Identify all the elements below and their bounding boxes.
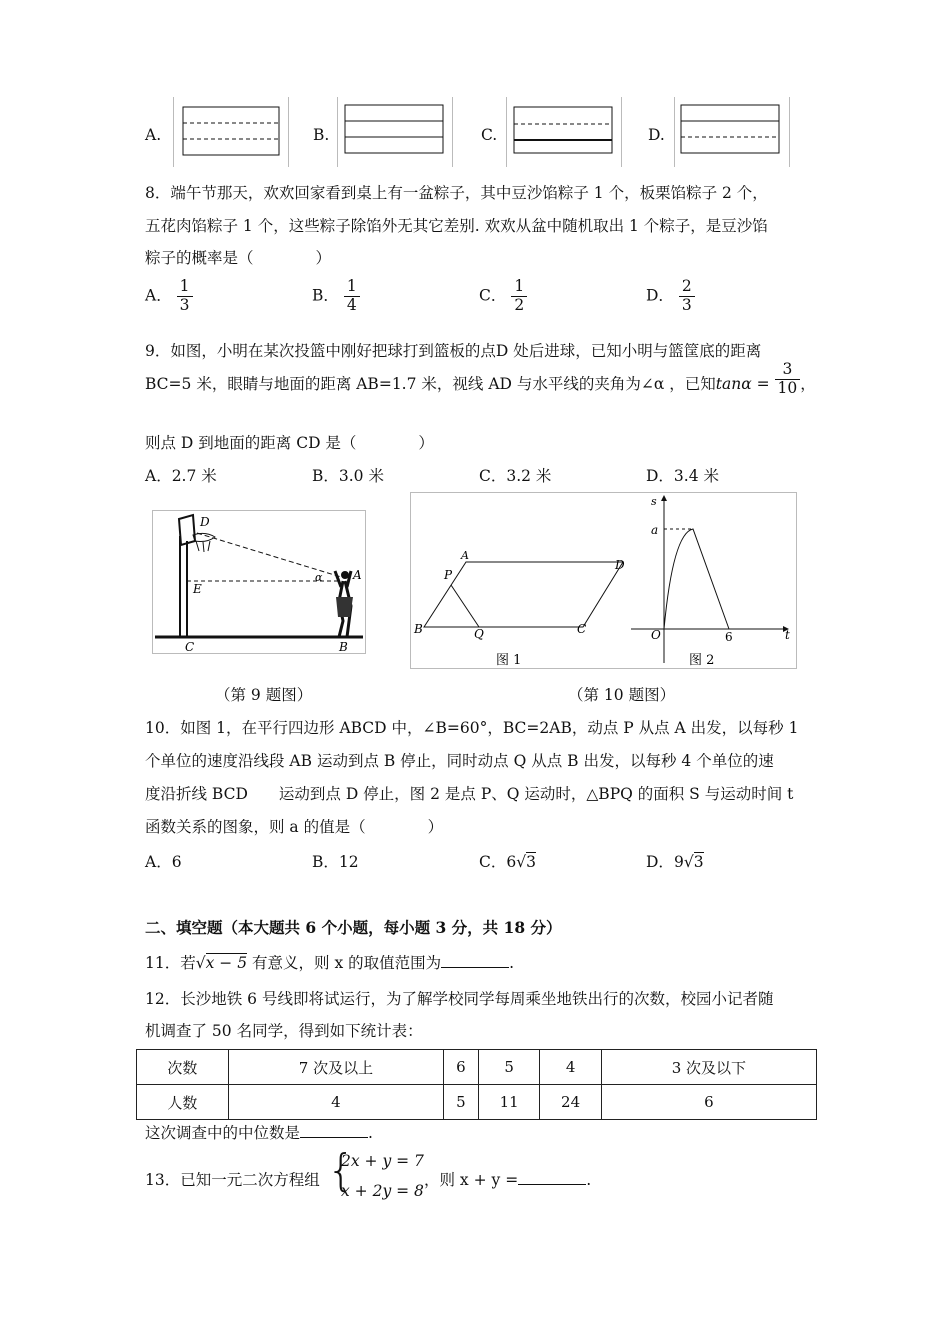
q9-option-d: D．3.4 米 bbox=[646, 467, 720, 485]
q10-option-c-label: C． bbox=[479, 853, 507, 871]
denominator: 10 bbox=[777, 378, 798, 397]
q7-option-d-figure bbox=[674, 97, 790, 167]
q7-figure-a-svg bbox=[174, 97, 288, 167]
q10-option-d-label: D． bbox=[646, 853, 674, 871]
q8-option-a-fraction bbox=[177, 278, 193, 315]
q12-after-text: 这次调查中的中位数是 bbox=[145, 1124, 301, 1142]
q9-fraction bbox=[775, 361, 801, 398]
q7-option-c-label: C. bbox=[481, 126, 498, 144]
q11 bbox=[145, 951, 514, 973]
q10-line-2: 个单位的速度沿线段 AB 运动到点 B 停止，同时动点 Q 从点 B 出发，以每秒 4 个单位的速 bbox=[145, 752, 774, 770]
q13-end: . bbox=[586, 1171, 592, 1189]
q7-option-b-label: B. bbox=[313, 126, 330, 144]
q8-option-c-label: C． bbox=[479, 286, 507, 305]
q12-end: . bbox=[368, 1124, 373, 1142]
q13-equation-1: 2x + y = 7 bbox=[341, 1152, 424, 1170]
q13-tail bbox=[424, 1168, 591, 1190]
fig9-label-b: B bbox=[339, 640, 348, 653]
q10-option-b-label: B． bbox=[312, 853, 339, 871]
table-cell: 4 bbox=[228, 1085, 443, 1120]
q8-option-a-label: A． bbox=[145, 286, 172, 305]
table-cell: 人数 bbox=[137, 1085, 229, 1120]
figure-10-caption: （第 10 题图） bbox=[568, 686, 676, 704]
table-cell: 7 次及以上 bbox=[228, 1050, 443, 1085]
q8-option-b-fraction bbox=[344, 278, 360, 315]
q8-option-b-label: B． bbox=[312, 286, 339, 305]
q10-option-d bbox=[646, 850, 704, 872]
q11-end: . bbox=[509, 954, 515, 972]
q12-statistics-table bbox=[136, 1049, 817, 1120]
q9-tan: tanα bbox=[715, 375, 752, 393]
table-cell: 6 bbox=[443, 1050, 478, 1085]
denominator: 3 bbox=[681, 295, 692, 314]
fig9-label-alpha: α bbox=[315, 571, 323, 584]
fig10-label-c: C bbox=[577, 622, 587, 636]
section-2-heading: 二、填空题（本大题共 6 个小题，每小题 3 分，共 18 分） bbox=[145, 918, 562, 937]
q8-option-c-fraction bbox=[511, 278, 527, 315]
table-cell: 3 次及以下 bbox=[601, 1050, 816, 1085]
q7-option-a-label: A. bbox=[145, 126, 162, 144]
q7-option-b-figure bbox=[337, 97, 453, 167]
q7-figure-c-svg bbox=[507, 97, 621, 167]
q8-option-b bbox=[312, 278, 360, 315]
fig10-label-t: t bbox=[785, 628, 790, 642]
q10-option-b-value: 12 bbox=[338, 853, 359, 871]
q10-option-d-radicand: 3 bbox=[693, 853, 704, 871]
q10-option-a bbox=[145, 850, 182, 872]
q9-option-b: B．3.0 米 bbox=[312, 467, 384, 485]
q7-option-c-figure bbox=[506, 97, 622, 167]
q13-prefix: 13．已知一元二次方程组 bbox=[145, 1171, 320, 1189]
q9-option-c: C．3.2 米 bbox=[479, 467, 552, 485]
q7-option-a-figure bbox=[173, 97, 289, 167]
numerator: 3 bbox=[775, 361, 801, 380]
q9-line-2 bbox=[145, 359, 816, 397]
fig10-label-b: B bbox=[414, 622, 423, 636]
fig10-label-s: s bbox=[651, 495, 657, 508]
figure-9-svg bbox=[153, 511, 365, 653]
q13-answer-blank[interactable] bbox=[518, 1170, 586, 1185]
sqrt-symbol: √ bbox=[516, 853, 527, 871]
figure-10-svg bbox=[411, 493, 796, 668]
q9-line-2-text: BC=5 米，眼睛与地面的距离 AB=1.7 米，视线 AD 与水平线的夹角为∠α ，已知 bbox=[145, 375, 716, 393]
fig9-label-d: D bbox=[200, 515, 210, 529]
q9-option-a: A．2.7 米 bbox=[145, 467, 217, 485]
q13-equation-2: x + 2y = 8 bbox=[341, 1182, 424, 1200]
denominator: 3 bbox=[179, 295, 190, 314]
table-row-data bbox=[137, 1085, 817, 1120]
q8-option-a bbox=[145, 278, 193, 315]
q11-answer-blank[interactable] bbox=[441, 953, 509, 968]
q12-answer-blank[interactable] bbox=[300, 1123, 368, 1138]
q10-option-c bbox=[479, 850, 536, 872]
fig10-label-d: D bbox=[615, 558, 625, 572]
q12-after bbox=[145, 1121, 373, 1143]
numerator: 1 bbox=[344, 278, 360, 297]
table-cell: 5 bbox=[443, 1085, 478, 1120]
q12-line-2: 机调查了 50 名同学，得到如下统计表： bbox=[145, 1022, 423, 1040]
numerator: 1 bbox=[177, 278, 193, 297]
fig10-figure-2-label: 图 2 bbox=[689, 653, 715, 668]
q9-equals: = bbox=[756, 375, 770, 393]
q11-radicand: x − 5 bbox=[205, 954, 248, 972]
q10-option-c-coef: 6 bbox=[506, 853, 517, 871]
fig10-label-o: O bbox=[651, 628, 661, 642]
q9-line-3: 则点 D 到地面的距离 CD 是（ ） bbox=[145, 434, 434, 452]
fig9-label-c: C bbox=[185, 640, 195, 653]
table-cell: 11 bbox=[478, 1085, 539, 1120]
table-cell: 4 bbox=[540, 1050, 601, 1085]
q8-option-d-fraction bbox=[679, 278, 695, 315]
fig10-label-a-axis: a bbox=[651, 523, 659, 537]
q8-option-c bbox=[479, 278, 527, 315]
q9-comma: ， bbox=[800, 375, 816, 393]
figure-9-caption: （第 9 题图） bbox=[215, 686, 313, 704]
q11-prefix: 11．若 bbox=[145, 954, 196, 972]
table-cell: 6 bbox=[601, 1085, 816, 1120]
q10-option-d-coef: 9 bbox=[673, 853, 684, 871]
table-cell: 次数 bbox=[137, 1050, 229, 1085]
q8-line-3: 粽子的概率是（ ） bbox=[145, 249, 332, 267]
q8-line-2: 五花肉馅粽子 1 个，这些粽子除馅外无其它差别. 欢欢从盆中随机取出 1 个粽子，是豆沙馅 bbox=[145, 217, 768, 235]
q7-figure-b-svg bbox=[338, 97, 452, 167]
q10-line-4: 函数关系的图象，则 a 的值是（ ） bbox=[145, 818, 444, 836]
q7-figure-d-svg bbox=[675, 97, 789, 167]
q10-option-b bbox=[312, 850, 359, 872]
fig10-label-q: Q bbox=[474, 627, 484, 641]
q8-option-d bbox=[646, 278, 695, 315]
q10-option-c-radicand: 3 bbox=[526, 853, 537, 871]
q13-mid: ，则 x + y = bbox=[424, 1171, 519, 1189]
q8-line-1: 8．端午节那天，欢欢回家看到桌上有一盆粽子，其中豆沙馅粽子 1 个，板栗馅粽子 2 个， bbox=[145, 184, 768, 202]
q11-suffix: 有意义，则 x 的取值范围为 bbox=[252, 954, 442, 972]
q9-line-1: 9．如图，小明在某次投篮中刚好把球打到篮板的点D 处后进球，已知小明与篮筐底的距离 bbox=[145, 342, 762, 360]
q8-option-d-label: D． bbox=[646, 286, 674, 305]
sqrt-symbol: √ bbox=[683, 853, 694, 871]
q10-option-a-value: 6 bbox=[171, 853, 182, 871]
denominator: 4 bbox=[346, 295, 357, 314]
sqrt-symbol: √ bbox=[195, 954, 206, 972]
table-cell: 24 bbox=[540, 1085, 601, 1120]
fig10-label-a: A bbox=[461, 549, 469, 562]
fig10-label-6: 6 bbox=[725, 630, 733, 644]
q10-line-1: 10．如图 1，在平行四边形 ABCD 中，∠B=60°，BC=2AB，动点 P 从点 A 出发，以每秒 1 bbox=[145, 719, 799, 737]
numerator: 2 bbox=[679, 278, 695, 297]
q10-line-3: 度沿折线 BCD 运动到点 D 停止，图 2 是点 P、Q 运动时，△BPQ 的面积 S 与运动时间 t bbox=[145, 785, 794, 803]
q7-option-d-label: D. bbox=[648, 126, 665, 144]
figure-9 bbox=[152, 510, 366, 654]
q12-line-1: 12．长沙地铁 6 号线即将试运行，为了解学校同学每周乘坐地铁出行的次数，校园小记者随 bbox=[145, 990, 774, 1008]
table-cell: 5 bbox=[478, 1050, 539, 1085]
fig9-label-e: E bbox=[193, 582, 202, 596]
fig9-label-a: A bbox=[353, 568, 362, 582]
q10-option-a-label: A． bbox=[145, 853, 172, 871]
denominator: 2 bbox=[514, 295, 525, 314]
numerator: 1 bbox=[511, 278, 527, 297]
figure-10 bbox=[410, 492, 797, 669]
fig10-label-p: P bbox=[444, 568, 453, 582]
fig10-figure-1-label: 图 1 bbox=[496, 653, 522, 668]
brace-icon: { bbox=[327, 1145, 355, 1196]
table-row-header bbox=[137, 1050, 817, 1085]
